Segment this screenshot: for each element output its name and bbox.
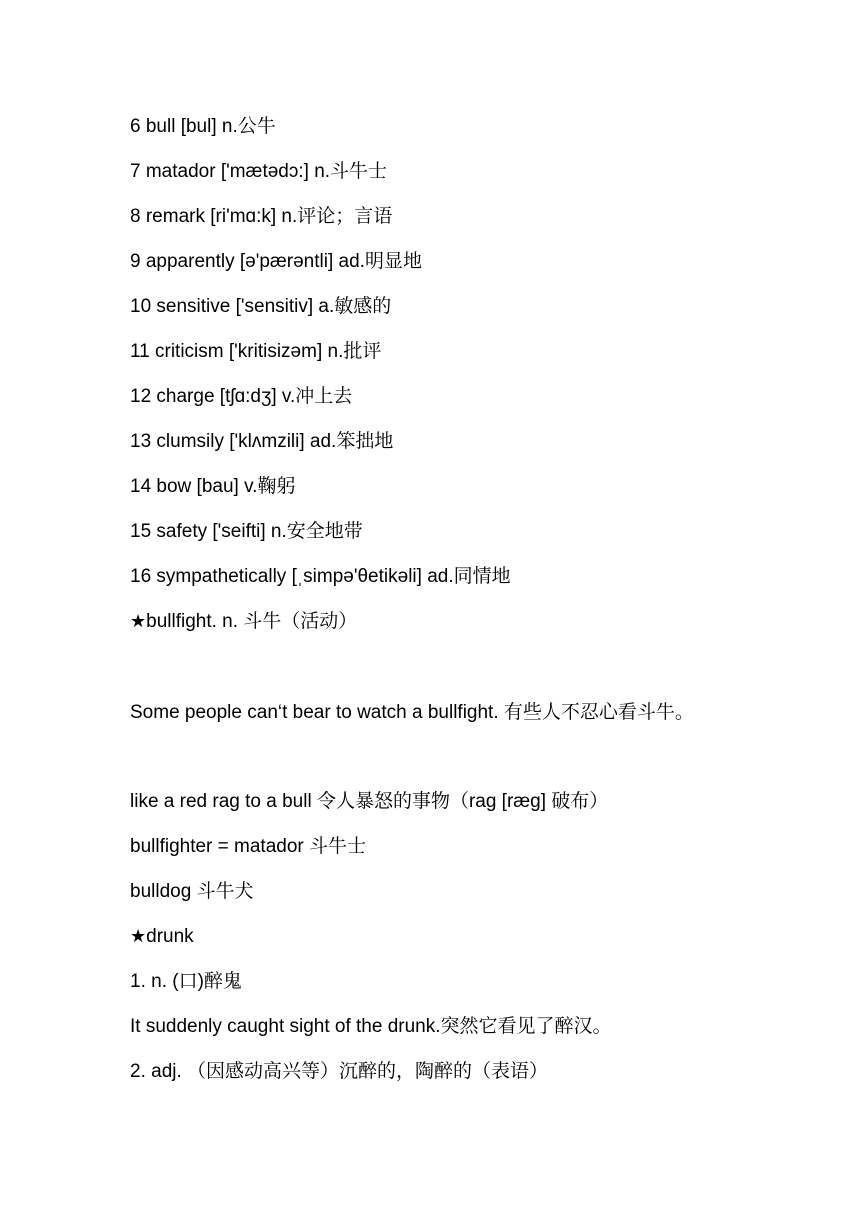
drunk-sense-2: 2. adj. （因感动高兴等）沉醉的，陶醉的（表语） <box>130 1061 549 1082</box>
vocab-item-8: 8 remark [ri'mɑ:k] n.评论；言语 <box>130 206 393 227</box>
bullfight-example: Some people can‘t bear to watch a bullfight. 有些人不忍心看斗牛。 <box>130 702 694 723</box>
star-icon: ★ <box>130 611 147 632</box>
bullfight-phrase: like a red rag to a bull 令人暴怒的事物（rag [ræg] 破布） <box>130 791 609 812</box>
bullfight-related: bulldog 斗牛犬 <box>130 881 254 902</box>
bullfight-synonym: bullfighter = matador 斗牛士 <box>130 836 367 857</box>
vocab-item-7: 7 matador ['mætədɔ:] n.斗牛士 <box>130 161 388 182</box>
drunk-sense-1: 1. n. (口)醉鬼 <box>130 971 242 992</box>
bullfight-heading: bullfight. n. 斗牛（活动） <box>146 611 358 632</box>
vocab-item-15: 15 safety ['seifti] n.安全地带 <box>130 521 363 542</box>
vocab-item-11: 11 criticism ['kritisizəm] n.批评 <box>130 341 382 362</box>
star-icon: ★ <box>130 926 147 947</box>
bullfight-heading-line <box>130 609 740 635</box>
vocab-item-16: 16 sympathetically [ˌsimpə'θetikəli] ad.同情地 <box>130 566 511 587</box>
vocab-item-6: 6 bull [bul] n.公牛 <box>130 116 276 137</box>
vocab-item-10: 10 sensitive ['sensitiv] a.敏感的 <box>130 296 392 317</box>
drunk-heading: drunk <box>146 926 194 947</box>
drunk-example-1: It suddenly caught sight of the drunk.突然它看见了醉汉。 <box>130 1016 612 1037</box>
vocab-item-12: 12 charge [tʃɑ:dʒ] v.冲上去 <box>130 386 353 407</box>
vocab-item-9: 9 apparently [ə'pærəntli] ad.明显地 <box>130 251 422 272</box>
vocab-item-13: 13 clumsily ['klʌmzili] ad.笨拙地 <box>130 431 394 452</box>
vocab-item-14: 14 bow [bau] v.鞠躬 <box>130 476 296 497</box>
drunk-heading-line <box>130 924 740 950</box>
